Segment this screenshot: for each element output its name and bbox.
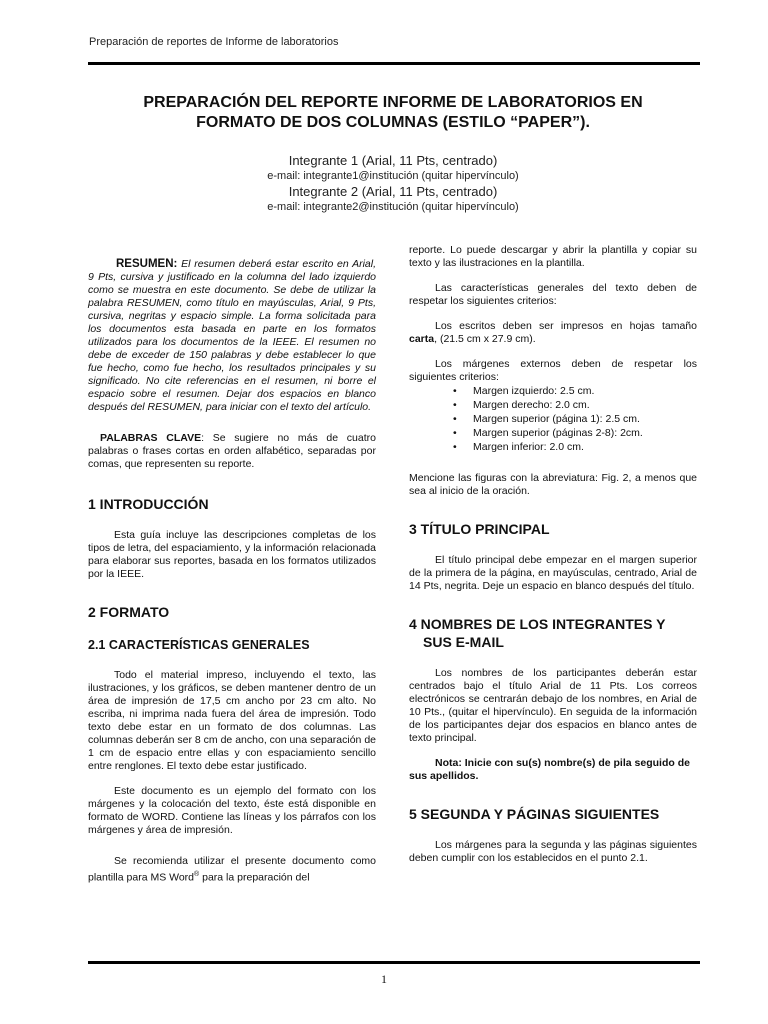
continued-paragraph: reporte. Lo puede descargar y abrir la plantilla y copiar su texto y las ilustraciones en la plantilla. xyxy=(409,244,697,269)
author-1-email: e-mail: integrante1@institución (quitar hipervínculo) xyxy=(267,170,519,182)
heading-formato: 2 FORMATO xyxy=(88,604,170,620)
segunda-paragraph: Los márgenes para la segunda y las páginas siguientes deben cumplir con los establecidos en el punto 2.1. xyxy=(409,839,697,864)
heading-titulo-principal: 3 TÍTULO PRINCIPAL xyxy=(409,521,550,537)
criteria-paragraph: Las características generales del texto deben de respetar los siguientes criterios: xyxy=(409,282,697,307)
abstract xyxy=(88,258,376,414)
author-2-name: Integrante 2 (Arial, 11 Pts, centrado) xyxy=(288,184,498,199)
list-item: • Margen derecho: 2.0 cm. xyxy=(473,398,697,412)
generales-paragraph-1: Todo el material impreso, incluyendo el texto, las ilustraciones, y los gráficos, se deben mantener dentro de un área de impresión de 17,5 cm ancho por 23 cm alto. No escriba, ni imprima nada fuera del área de impresión. Todo texto debe estar en un formato de dos columnas. Las columnas deberán ser 8 cm de ancho, con una separación de 1 cm de espacio entre ellas y con espaciamiento sencillo entre renglones. El texto debe estar justificado. xyxy=(88,669,376,772)
paper-size-paragraph xyxy=(409,320,697,346)
generales-paragraph-2: Este documento es un ejemplo del formato con los márgenes y la colocación del texto, éste está disponible en formato de WORD. Contiene las líneas y los párrafos con los márgenes y área de impresión. xyxy=(88,785,376,836)
left-column xyxy=(88,244,376,897)
nombres-paragraph: Los nombres de los participantes deberán estar centrados bajo el título Arial de 11 Pts. Los correos electrónicos se centrarán debajo de los nombres, en Arial de 10 Pts., (quitar el hipervínculo). En seguida de la información de los participantes dejar dos espacios en blanco antes de texto principal. xyxy=(409,667,697,744)
document-title xyxy=(90,93,696,133)
author-1-name: Integrante 1 (Arial, 11 Pts, centrado) xyxy=(288,153,498,168)
heading-nombres: 4 NOMBRES DE LOS INTEGRANTES Y SUS E-MAIL xyxy=(409,616,666,650)
authors-block xyxy=(90,152,696,214)
paper-text-b: , (21.5 cm x 27.9 cm). xyxy=(434,333,536,345)
page-number: 1 xyxy=(381,972,387,986)
intro-paragraph: Esta guía incluye las descripciones completas de los tipos de letra, del espaciamiento, y la información relacionada para elaborar sus reportes, basada en los formatos utilizados por la IEEE. xyxy=(88,529,376,580)
right-column xyxy=(409,244,697,877)
list-item: • Margen inferior: 2.0 cm. xyxy=(473,440,697,454)
margins-list xyxy=(409,384,697,454)
header-rule xyxy=(88,62,700,65)
list-item: • Margen superior (páginas 2-8): 2cm. xyxy=(473,426,697,440)
nota-paragraph: Nota: Inicie con su(s) nombre(s) de pila seguido de sus apellidos. xyxy=(409,757,690,782)
author-2-email: e-mail: integrante2@institución (quitar hipervínculo) xyxy=(267,201,519,213)
title-line-2: FORMATO DE DOS COLUMNAS (ESTILO “PAPER”). xyxy=(196,114,590,131)
keywords xyxy=(88,432,376,471)
running-header: Preparación de reportes de Informe de laboratorios xyxy=(89,36,339,48)
abstract-label: RESUMEN: xyxy=(116,258,178,270)
list-item: • Margen izquierdo: 2.5 cm. xyxy=(473,384,697,398)
generales-p3-tail: para la preparación del xyxy=(199,871,310,884)
title-line-1: PREPARACIÓN DEL REPORTE INFORME DE LABORATORIOS EN xyxy=(143,94,643,111)
keywords-text: : Se sugiere no más de cuatro palabras o frases cortas en orden alfabético, separadas por comas, que representen su reporte. xyxy=(88,432,376,470)
titulo-paragraph: El título principal debe empezar en el margen superior de la primera de la página, en mayúsculas, centrado, Arial de 14 Pts, negrita. Deje un espacio en blanco después del título. xyxy=(409,554,697,592)
heading-segunda-paginas: 5 SEGUNDA Y PÁGINAS SIGUIENTES xyxy=(409,806,660,822)
keywords-label: PALABRAS CLAVE xyxy=(100,432,202,444)
generales-paragraph-3 xyxy=(88,855,376,885)
paper-text-a: Los escritos deben ser impresos en hojas tamaño xyxy=(435,320,697,332)
paper-bold: carta xyxy=(409,333,435,345)
registered-mark: ® xyxy=(194,871,200,878)
heading-introduccion: 1 INTRODUCCIÓN xyxy=(88,496,209,512)
list-item: • Margen superior (página 1): 2.5 cm. xyxy=(473,412,697,426)
figures-paragraph: Mencione las figuras con la abreviatura: Fig. 2, a menos que sea al inicio de la oración. xyxy=(409,472,697,497)
footer-rule xyxy=(88,961,700,964)
abstract-text: El resumen deberá estar escrito en Arial, 9 Pts, cursiva y justificado en la columna del lado izquierdo como se muestra en este documento. Se debe de utilizar la palabra RESUMEN, como título en mayúsculas, Arial, 9 Pts, cursiva, negritas y espacio simple. La forma solicitada para los documentos esta basada en parte en los formatos utilizados para los documentos de la IEEE. El resumen no debe de exceder de 150 palabras y debe establecer lo que fue hecho, como fue hecho, los resultados principales y su significado. No cite referencias en el resumen, ni borre el espacio sobre el resumen. Dejar dos espacios en blanco después del RESUMEN, para iniciar con el texto del artículo. xyxy=(88,258,376,413)
generales-p3-text: Se recomienda utilizar el presente documento como plantilla para MS Word xyxy=(88,855,376,884)
margins-paragraph: Los márgenes externos deben de respetar los siguientes criterios: xyxy=(409,358,697,383)
heading-caracteristicas-generales: 2.1 CARACTERÍSTICAS GENERALES xyxy=(88,638,310,652)
